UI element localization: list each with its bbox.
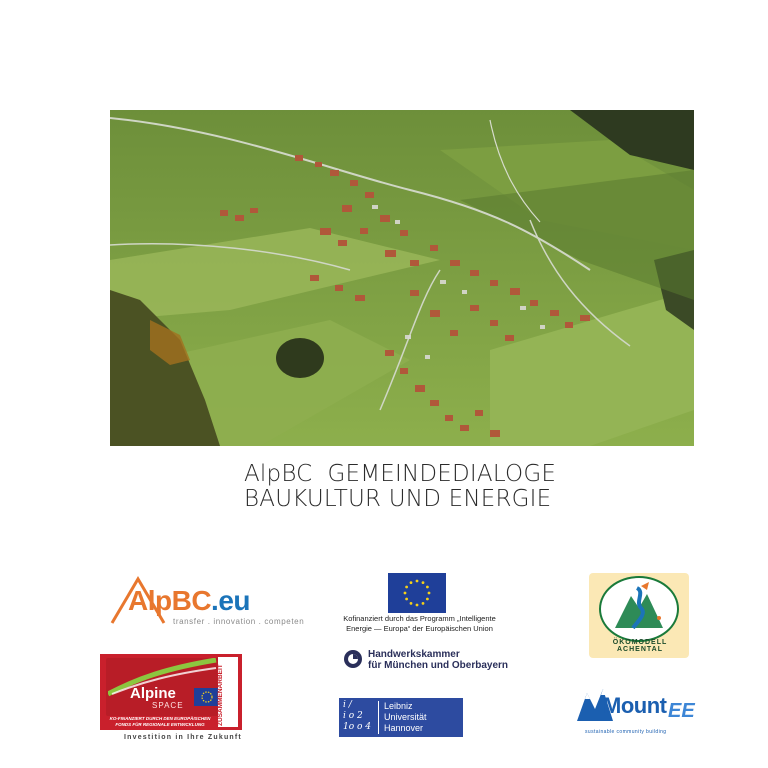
eu-funding-text — [337, 614, 502, 634]
leibniz-digits-line-3: 1o o 4 — [343, 722, 372, 732]
mountee-logo — [575, 683, 705, 738]
eu-funding-line-1: Kofinanziert durch das Programm „Intelligente — [343, 614, 496, 623]
alpine-caption — [102, 716, 218, 728]
leibniz-name — [384, 701, 427, 734]
leibniz-digits-line-1: i / — [343, 700, 352, 710]
aerial-village-image — [110, 110, 694, 446]
leibniz-line-3: Hannover — [384, 723, 424, 733]
mountee-ee: EE — [668, 700, 695, 722]
alpine-space-word: SPACE — [152, 701, 184, 710]
leibniz-line-2: Universität — [384, 712, 427, 722]
alpbc-name-prefix: AlpBC — [128, 585, 212, 616]
cover-photo — [110, 110, 694, 446]
hwk-name — [368, 649, 508, 671]
alpbc-logo — [108, 575, 305, 630]
alpine-space-logo — [100, 654, 242, 744]
hwk-line-2: für München und Oberbayern — [368, 660, 509, 671]
hwk-logo — [343, 646, 523, 674]
oekomodell-emblem-icon — [601, 578, 677, 640]
alpine-brand: Alpine — [130, 685, 176, 702]
leibniz-university-logo — [339, 698, 463, 737]
oekomodell-label: ÖKOMODELL ACHENTAL — [612, 639, 668, 653]
mountee-subtitle: sustainable community building — [585, 729, 667, 735]
mountee-word: Mount — [603, 693, 667, 718]
eu-flag-logo — [388, 573, 446, 613]
leibniz-divider — [378, 701, 379, 734]
eu-funding-line-2: Energie — Europa“ der Europäischen Union — [346, 624, 493, 633]
alpbc-wordmark — [128, 585, 250, 617]
eu-stars-icon — [388, 573, 446, 613]
document-title — [244, 462, 664, 512]
oekomodell-ring — [599, 576, 679, 642]
oekomodell-logo — [589, 573, 689, 658]
leibniz-digits-mark — [343, 700, 371, 733]
title-line-2: BAUKULTUR UND ENERGIE — [244, 486, 552, 512]
title-line-1: AlpBC GEMEINDEDIALOGE — [244, 461, 557, 487]
alpbc-name-suffix: .eu — [211, 585, 251, 616]
hwk-emblem-icon — [343, 649, 363, 669]
leibniz-line-1: Leibniz — [384, 701, 413, 711]
alpbc-tagline: transfer . innovation . competen — [173, 617, 305, 626]
hwk-line-1: Handwerkskammer — [368, 649, 460, 660]
alpine-invest-slogan: Investition in Ihre Zukunft — [124, 734, 242, 741]
alpine-caption-line-1: KO-FINANZIERT DURCH DEN EUROPÄISCHEN — [109, 716, 211, 721]
alpine-caption-line-2: FONDS FÜR REGIONALE ENTWICKLUNG — [115, 722, 205, 727]
leibniz-digits-line-2: i o 2 — [343, 711, 363, 721]
alpine-vertical-text: ZUSAMMENARBEIT — [217, 664, 224, 726]
